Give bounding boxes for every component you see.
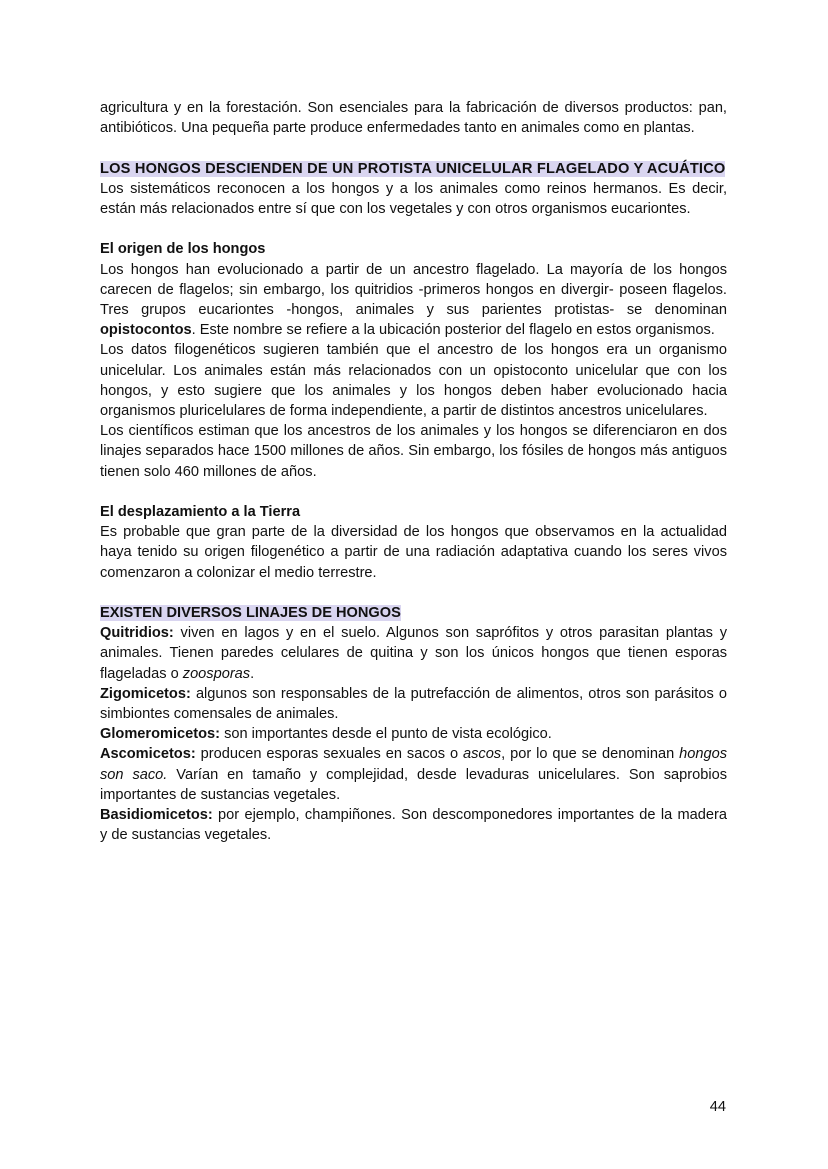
lineage-quitridios bbox=[100, 623, 727, 684]
italic-term: zoosporas bbox=[182, 665, 251, 682]
document-page bbox=[100, 98, 727, 845]
section-heading-lineages bbox=[100, 603, 727, 623]
term-zigomicetos: Zigomicetos: bbox=[100, 685, 191, 702]
intro-paragraph: agricultura y en la forestación. Son esenciales para la fabricación de diversos productos: pan, antibióticos. Una pequeña parte produce enfermedades tanto en animales como en plantas. bbox=[100, 100, 727, 137]
section-heading-origin bbox=[100, 159, 727, 179]
origin-paragraph-2: Los datos filogenéticos sugieren también que el ancestro de los hongos era un organismo unicelular. Los animales están más relacionados con un opistoconto unicelular que con los hongos, y esto sugiere que los animales y los hongos deben haber evolucionado hacia organismos pluricelulares de forma independiente, a partir de distintos ancestros unicelulares. bbox=[100, 342, 727, 420]
text-run: viven en lagos y en el suelo. Algunos son saprófitos y otros parasitan plantas y animales. Tienen paredes celulares de quitina y son los únicos hongos que tienen esporas flageladas o bbox=[100, 625, 727, 682]
subheading-origin: El origen de los hongos bbox=[100, 241, 266, 258]
bold-term: opistocontos bbox=[100, 322, 192, 339]
text-run: algunos son responsables de la putrefacción de alimentos, otros son parásitos o simbiontes comensales de animales. bbox=[100, 685, 727, 723]
text-run: Los hongos han evolucionado a partir de un ancestro flagelado. La mayoría de los hongos carecen de flagelos; sin embargo, los quitridios -primeros hongos en divergir- poseen flagelos. Tres grupos eucariontes -hongos, animales y sus parientes protistas- se denominan bbox=[100, 261, 727, 318]
spacer bbox=[100, 583, 727, 603]
term-basidiomicetos: Basidiomicetos: bbox=[100, 807, 213, 824]
section-heading-text: LOS HONGOS DESCIENDEN DE UN PROTISTA UNICELULAR FLAGELADO Y ACUÁTICO bbox=[100, 160, 726, 177]
lineage-basidiomicetos bbox=[100, 805, 727, 845]
term-quitridios: Quitridios: bbox=[100, 625, 174, 642]
spacer bbox=[100, 482, 727, 502]
text-run: producen esporas sexuales en sacos o bbox=[195, 746, 463, 763]
italic-term: hongos son saco. bbox=[100, 746, 727, 783]
section-heading-text: EXISTEN DIVERSOS LINAJES DE HONGOS bbox=[100, 605, 401, 622]
text-run: son importantes desde el punto de vista ecológico. bbox=[220, 726, 552, 743]
spacer bbox=[100, 219, 727, 239]
term-ascomicetos: Ascomicetos: bbox=[100, 746, 196, 763]
section-paragraph: Los sistemáticos reconocen a los hongos y a los animales como reinos hermanos. Es decir, están más relacionados entre sí que con los vegetales y con otros organismos eucariontes. bbox=[100, 180, 727, 217]
italic-term: ascos bbox=[462, 746, 502, 763]
origin-paragraph-1 bbox=[100, 260, 727, 341]
subheading-land: El desplazamiento a la Tierra bbox=[100, 504, 301, 521]
spacer bbox=[100, 138, 727, 158]
lineage-ascomicetos bbox=[100, 744, 727, 805]
text-run: . bbox=[250, 665, 255, 682]
lineage-glomeromicetos bbox=[100, 724, 727, 744]
term-glomeromicetos: Glomeromicetos: bbox=[100, 726, 221, 743]
text-run: , por lo que se denominan bbox=[501, 746, 680, 763]
text-run: Varían en tamaño y complejidad, desde levaduras unicelulares. Son saprobios importantes de sustancias vegetales. bbox=[100, 766, 727, 803]
page-number: 44 bbox=[709, 1099, 726, 1115]
text-run: por ejemplo, champiñones. Son descomponedores importantes de la madera y de sustancias vegetales. bbox=[100, 807, 727, 844]
text-run: . Este nombre se refiere a la ubicación posterior del flagelo en estos organismos. bbox=[191, 322, 715, 339]
lineage-zigomicetos bbox=[100, 684, 727, 724]
land-paragraph: Es probable que gran parte de la diversidad de los hongos que observamos en la actualidad haya tenido su origen filogenético a partir de una radiación adaptativa cuando los seres vivos comenzaron a colonizar el medio terrestre. bbox=[100, 524, 727, 581]
origin-paragraph-3: Los científicos estiman que los ancestros de los animales y los hongos se diferenciaron en dos linajes separados hace 1500 millones de años. Sin embargo, los fósiles de hongos más antiguos tienen solo 460 millones de años. bbox=[100, 423, 727, 480]
